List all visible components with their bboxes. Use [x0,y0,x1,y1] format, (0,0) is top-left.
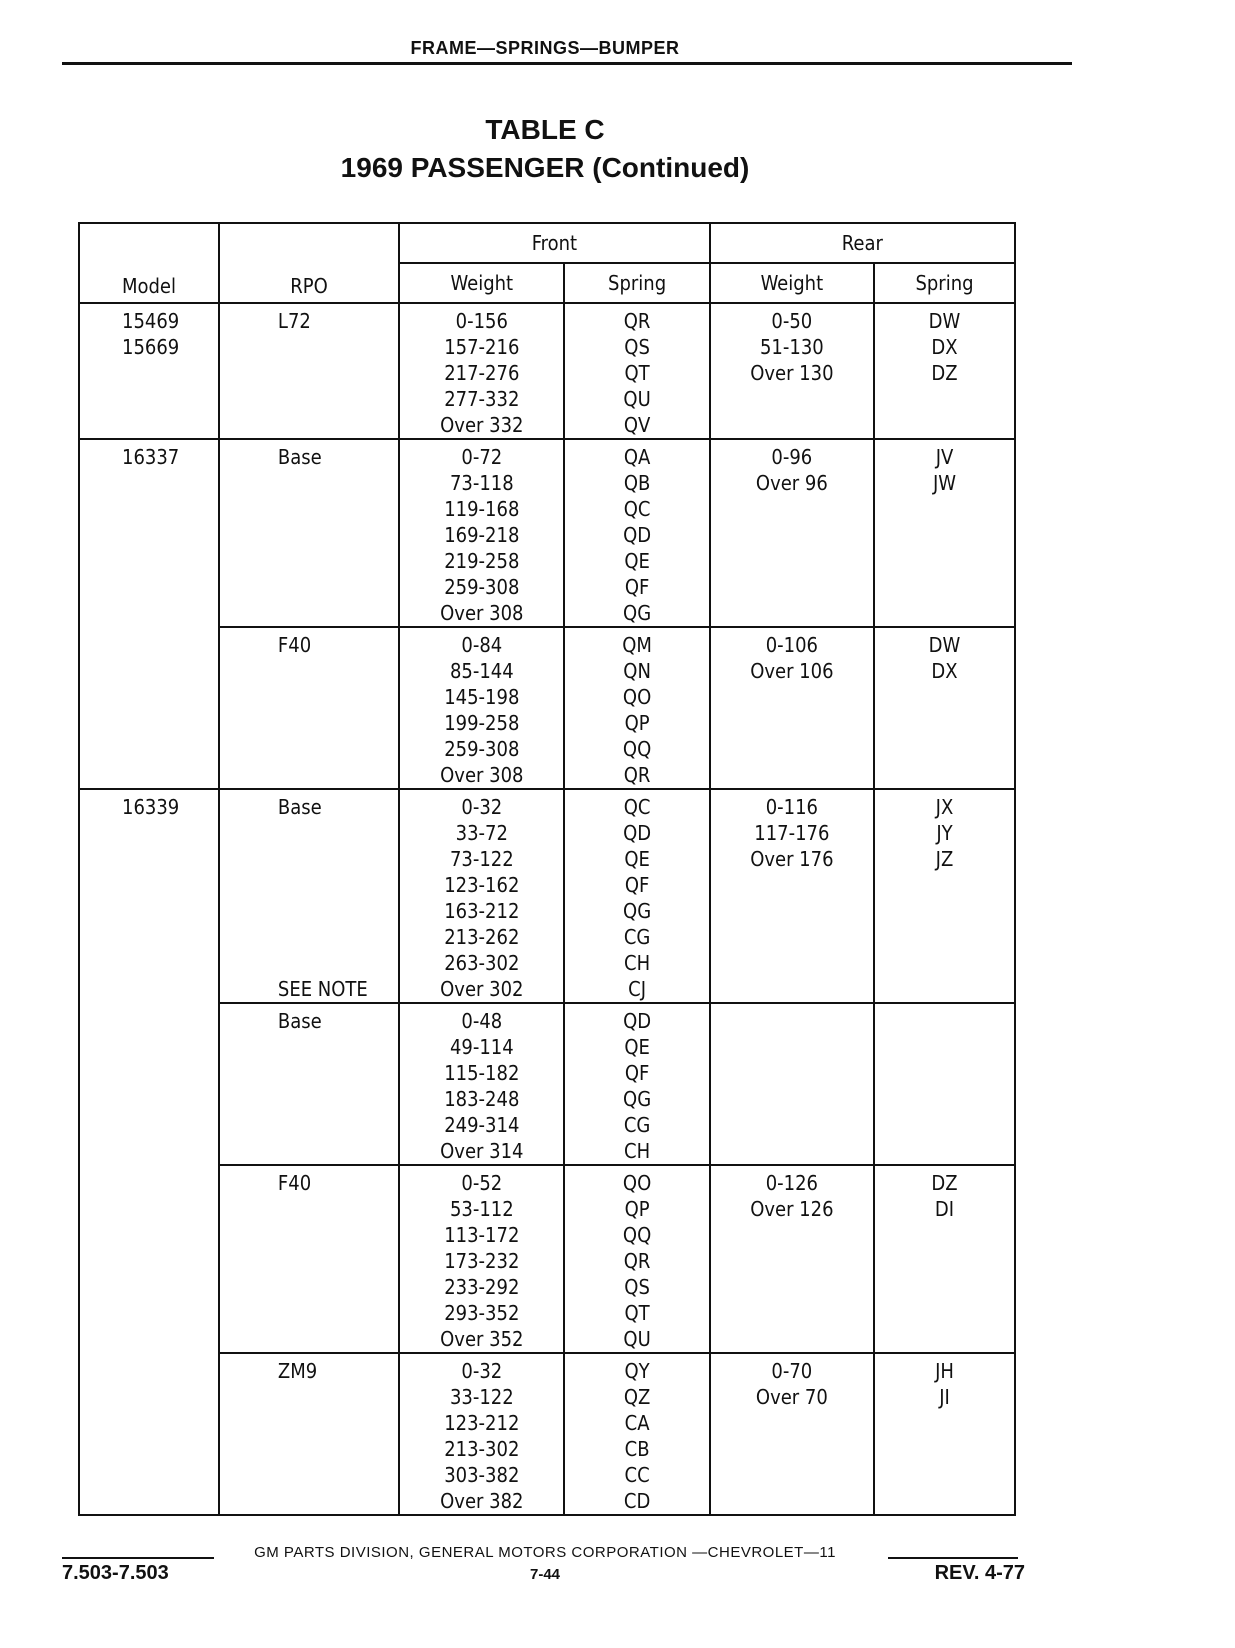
front-spring: QM [622,633,652,657]
rear-spring: DZ [931,361,958,385]
rear-weight: Over 70 [755,1385,828,1409]
table-title: TABLE C [485,114,605,145]
model-number: 16339 [122,795,180,819]
rear-spring: DZ [931,1171,958,1195]
blank-line [220,574,398,600]
blank-line [875,522,1014,548]
page-number: 7-44 [529,1566,561,1583]
table-subtitle: 1969 PASSENGER (Continued) [340,152,750,183]
front-spring: QG [623,899,652,923]
blank-line [711,574,873,600]
blank-line [875,574,1014,600]
blank-line [220,1410,398,1436]
front-weight: 145-198 [444,685,520,709]
blank-line [220,1300,398,1326]
front-spring: QU [623,387,651,411]
front-spring: QR [623,763,651,787]
front-weight: 119-168 [444,497,520,521]
blank-line [220,1060,398,1086]
front-spring: CC [624,1463,650,1487]
rear-weight-cell [710,627,874,789]
blank-line [711,1112,873,1138]
front-weight-cell [399,1353,564,1515]
blank-line [711,1410,873,1436]
rpo-code: Base [277,795,322,819]
blank-line [220,1222,398,1248]
front-weight: 249-314 [444,1113,520,1137]
front-spring: QB [623,471,651,495]
front-weight: 233-292 [444,1275,520,1299]
blank-line [875,924,1014,950]
rear-spring-cell [874,627,1015,789]
front-spring: QG [623,601,652,625]
front-weight: 113-172 [444,1223,520,1247]
front-weight: 123-162 [444,873,520,897]
front-weight: Over 382 [440,1489,524,1513]
front-spring: QF [624,1061,650,1085]
front-spring: CG [623,1113,651,1137]
front-spring: QC [623,497,651,521]
rear-weight-cell [710,1353,874,1515]
blank-line [711,1034,873,1060]
blank-line [711,924,873,950]
blank-line [875,386,1014,412]
blank-line [220,1086,398,1112]
front-weight-cell [399,627,564,789]
rear-header: Rear [710,223,1015,263]
model-number: 16337 [122,445,180,469]
front-spring: CH [624,1139,651,1163]
blank-line [875,950,1014,976]
front-weight: 213-262 [444,925,520,949]
front-spring-cell [564,1165,709,1353]
blank-line [220,386,398,412]
rear-spring: DI [934,1197,955,1221]
blank-line [711,1060,873,1086]
blank-line [711,736,873,762]
blank-line [875,976,1014,1002]
section-header: FRAME—SPRINGS—BUMPER [410,38,680,58]
blank-line [220,1034,398,1060]
rear-weight: Over 176 [750,847,834,871]
front-weight: 33-72 [455,821,508,845]
blank-line [711,1488,873,1514]
blank-line [220,1436,398,1462]
front-spring: QS [624,335,650,359]
blank-line [875,1436,1014,1462]
front-weight-cell [399,1165,564,1353]
front-spring-cell [564,789,709,1003]
blank-line [875,1300,1014,1326]
rear-spring-cell [874,789,1015,1003]
blank-line [711,684,873,710]
blank-line [711,710,873,736]
front-spring: QO [622,1171,652,1195]
blank-line [711,1086,873,1112]
blank-line [711,1138,873,1164]
blank-line [711,496,873,522]
rear-weight-cell [710,439,874,627]
blank-line [711,1248,873,1274]
blank-line [220,412,398,438]
front-spring: CG [623,925,651,949]
front-weight: 53-112 [449,1197,514,1221]
blank-line [875,1326,1014,1352]
header-rule [62,62,1072,65]
front-weight: 303-382 [444,1463,520,1487]
model-cell [79,303,219,439]
rear-weight: 0-116 [765,795,818,819]
blank-line [220,658,398,684]
rear-weight: Over 126 [750,1197,834,1221]
blank-line [711,522,873,548]
blank-line [220,1138,398,1164]
front-spring: QR [623,1249,651,1273]
front-spring: QC [623,795,651,819]
blank-line [711,976,873,1002]
front-weight: 73-118 [449,471,514,495]
front-spring: QU [623,1327,651,1351]
rear-weight: 0-106 [765,633,818,657]
rear-spring-cell [874,1003,1015,1165]
front-weight: 0-72 [461,445,503,469]
rpo-code: SEE NOTE [277,977,368,1001]
front-weight: 199-258 [444,711,520,735]
blank-line [875,898,1014,924]
blank-line [875,1008,1014,1034]
rear-weight: 0-96 [771,445,813,469]
rear-weight: Over 130 [750,361,834,385]
rpo-code: Base [277,1009,322,1033]
blank-line [220,762,398,788]
rpo-code-cell [219,303,399,439]
blank-line [711,1008,873,1034]
footer-publisher: GM PARTS DIVISION, GENERAL MOTORS CORPORATION —CHEVROLET—11 [254,1544,836,1561]
blank-line [220,1384,398,1410]
rear-spring: DX [931,659,958,683]
blank-line [711,600,873,626]
rear-spring: DX [931,335,958,359]
blank-line [875,1274,1014,1300]
blank-line [875,1410,1014,1436]
front-spring: QE [624,1035,650,1059]
rear-weight-cell [710,789,874,1003]
model-number: 15469 [122,309,180,333]
front-spring-cell [564,439,709,627]
blank-line [220,548,398,574]
blank-line [875,600,1014,626]
rear-spring-cell [874,439,1015,627]
blank-line [220,470,398,496]
front-spring-cell [564,1003,709,1165]
rpo-code-cell [219,789,399,1003]
model-header: Model [79,223,219,303]
blank-line [875,1138,1014,1164]
rpo-code [220,846,398,872]
blank-line [875,1112,1014,1138]
rear-spring-header: Spring [874,263,1015,303]
rpo-code: Base [277,445,322,469]
blank-line [875,684,1014,710]
blank-line [220,496,398,522]
rpo-code-cell [219,1353,399,1515]
front-weight: 183-248 [444,1087,520,1111]
rear-weight: Over 106 [750,659,834,683]
front-spring: QF [624,873,650,897]
blank-line [711,1326,873,1352]
front-spring: QP [624,711,650,735]
blank-line [875,496,1014,522]
table-row [79,1003,1015,1165]
front-spring: CH [624,951,651,975]
rear-spring: JW [932,471,957,495]
front-spring: QQ [622,1223,652,1247]
front-weight: 33-122 [449,1385,514,1409]
rpo-code-cell [219,439,399,627]
rpo-code: F40 [277,1171,312,1195]
rear-weight-cell [710,303,874,439]
table-row [79,789,1015,1003]
front-weight: Over 308 [440,601,524,625]
front-spring: QY [624,1359,650,1383]
blank-line [711,1436,873,1462]
front-spring: QA [623,445,651,469]
blank-line [220,360,398,386]
front-weight: 123-212 [444,1411,520,1435]
front-spring: CD [623,1489,651,1513]
front-spring: CB [624,1437,650,1461]
front-weight: 0-52 [461,1171,503,1195]
front-weight: 259-308 [444,737,520,761]
front-weight: 49-114 [449,1035,514,1059]
front-weight: 0-32 [461,795,503,819]
rear-weight: 0-50 [771,309,813,333]
rear-weight-header: Weight [710,263,874,303]
front-weight: 277-332 [444,387,520,411]
blank-line [220,1248,398,1274]
blank-line [220,1274,398,1300]
blank-line [220,1488,398,1514]
rear-spring: DW [928,633,961,657]
rpo-header: RPO [219,223,399,303]
rpo-code [220,872,398,898]
front-spring: QG [623,1087,652,1111]
front-weight: 115-182 [444,1061,520,1085]
spring-table [78,222,1016,1516]
table-row [79,303,1015,439]
rear-spring: JV [935,445,954,469]
group-header-row [79,223,1015,263]
rear-weight: 0-126 [765,1171,818,1195]
blank-line [220,684,398,710]
front-weight-cell [399,789,564,1003]
rpo-code-cell [219,627,399,789]
front-weight-cell [399,439,564,627]
rpo-code [220,820,398,846]
front-weight: 0-32 [461,1359,503,1383]
front-weight: 0-84 [461,633,503,657]
blank-line [875,762,1014,788]
front-spring: QP [624,1197,650,1221]
rear-spring: JY [936,821,953,845]
front-spring: QE [624,847,650,871]
blank-line [875,1034,1014,1060]
rear-spring: JH [935,1359,954,1383]
rpo-code-cell [219,1003,399,1165]
blank-line [875,1060,1014,1086]
blank-line [875,1248,1014,1274]
blank-line [875,872,1014,898]
front-spring: QQ [622,737,652,761]
front-spring: CJ [628,977,647,1001]
model-cell [79,439,219,789]
rpo-code [220,924,398,950]
footer-catalog-ref: 7.503-7.503 [62,1562,169,1584]
blank-line [875,1086,1014,1112]
blank-line [220,522,398,548]
model-cell [79,789,219,1515]
blank-line [711,1274,873,1300]
table-row [79,1165,1015,1353]
rear-weight: 117-176 [754,821,830,845]
front-spring: QD [623,1009,652,1033]
front-weight: Over 314 [440,1139,524,1163]
front-spring: QT [624,1301,650,1325]
blank-line [875,736,1014,762]
blank-line [711,872,873,898]
rpo-code [220,898,398,924]
front-weight-cell [399,303,564,439]
blank-line [220,1112,398,1138]
front-weight: 163-212 [444,899,520,923]
blank-line [875,548,1014,574]
rear-weight: 51-130 [759,335,824,359]
front-spring: QF [624,575,650,599]
rpo-code: F40 [277,633,312,657]
model-number: 15669 [122,335,180,359]
blank-line [220,1462,398,1488]
front-header: Front [399,223,710,263]
front-spring: QT [624,361,650,385]
rear-weight: Over 96 [755,471,828,495]
blank-line [875,1488,1014,1514]
front-weight: Over 302 [440,977,524,1001]
rear-spring: DW [928,309,961,333]
front-weight: 73-122 [449,847,514,871]
front-weight: Over 332 [440,413,524,437]
front-spring: QO [622,685,652,709]
blank-line [711,898,873,924]
rear-weight-cell [710,1165,874,1353]
front-spring: QN [623,659,651,683]
rear-weight-cell [710,1003,874,1165]
front-weight: 213-302 [444,1437,520,1461]
rear-spring: JI [939,1385,950,1409]
front-spring-cell [564,1353,709,1515]
table-row [79,439,1015,627]
rear-weight: 0-70 [771,1359,813,1383]
rpo-code-cell [219,1165,399,1353]
front-spring: QZ [623,1385,651,1409]
rear-spring: JZ [935,847,954,871]
front-weight: Over 308 [440,763,524,787]
blank-line [711,386,873,412]
front-spring-cell [564,627,709,789]
front-weight: 173-232 [444,1249,520,1273]
rear-spring-cell [874,1353,1015,1515]
front-spring-cell [564,303,709,439]
front-spring: QS [624,1275,650,1299]
blank-line [711,1462,873,1488]
front-spring: CA [624,1411,650,1435]
front-weight-cell [399,1003,564,1165]
blank-line [875,710,1014,736]
front-spring: QD [623,821,652,845]
front-weight: 217-276 [444,361,520,385]
table-row [79,627,1015,789]
blank-line [711,1300,873,1326]
blank-line [220,1196,398,1222]
table-body [79,303,1015,1515]
front-spring: QR [623,309,651,333]
front-weight: Over 352 [440,1327,524,1351]
front-weight-header: Weight [399,263,564,303]
blank-line [711,1222,873,1248]
rear-spring-cell [874,1165,1015,1353]
rpo-code: L72 [277,309,311,333]
rear-spring-cell [874,303,1015,439]
blank-line [875,412,1014,438]
rear-spring: JX [935,795,954,819]
blank-line [220,334,398,360]
footer-revision: REV. 4-77 [934,1562,1025,1584]
blank-line [220,710,398,736]
blank-line [711,412,873,438]
front-weight: 157-216 [444,335,520,359]
blank-line [875,1222,1014,1248]
front-weight: 293-352 [444,1301,520,1325]
front-spring: QD [623,523,652,547]
front-spring: QV [623,413,651,437]
front-weight: 85-144 [449,659,514,683]
blank-line [711,762,873,788]
front-spring: QE [624,549,650,573]
front-weight: 219-258 [444,549,520,573]
blank-line [220,1326,398,1352]
blank-line [220,736,398,762]
front-weight: 259-308 [444,575,520,599]
front-weight: 0-156 [455,309,508,333]
rpo-code [220,950,398,976]
front-weight: 169-218 [444,523,520,547]
blank-line [220,600,398,626]
blank-line [711,950,873,976]
front-weight: 0-48 [461,1009,503,1033]
blank-line [711,548,873,574]
table-row [79,1353,1015,1515]
front-weight: 263-302 [444,951,520,975]
blank-line [875,1462,1014,1488]
front-spring-header: Spring [564,263,709,303]
rpo-code: ZM9 [277,1359,318,1383]
